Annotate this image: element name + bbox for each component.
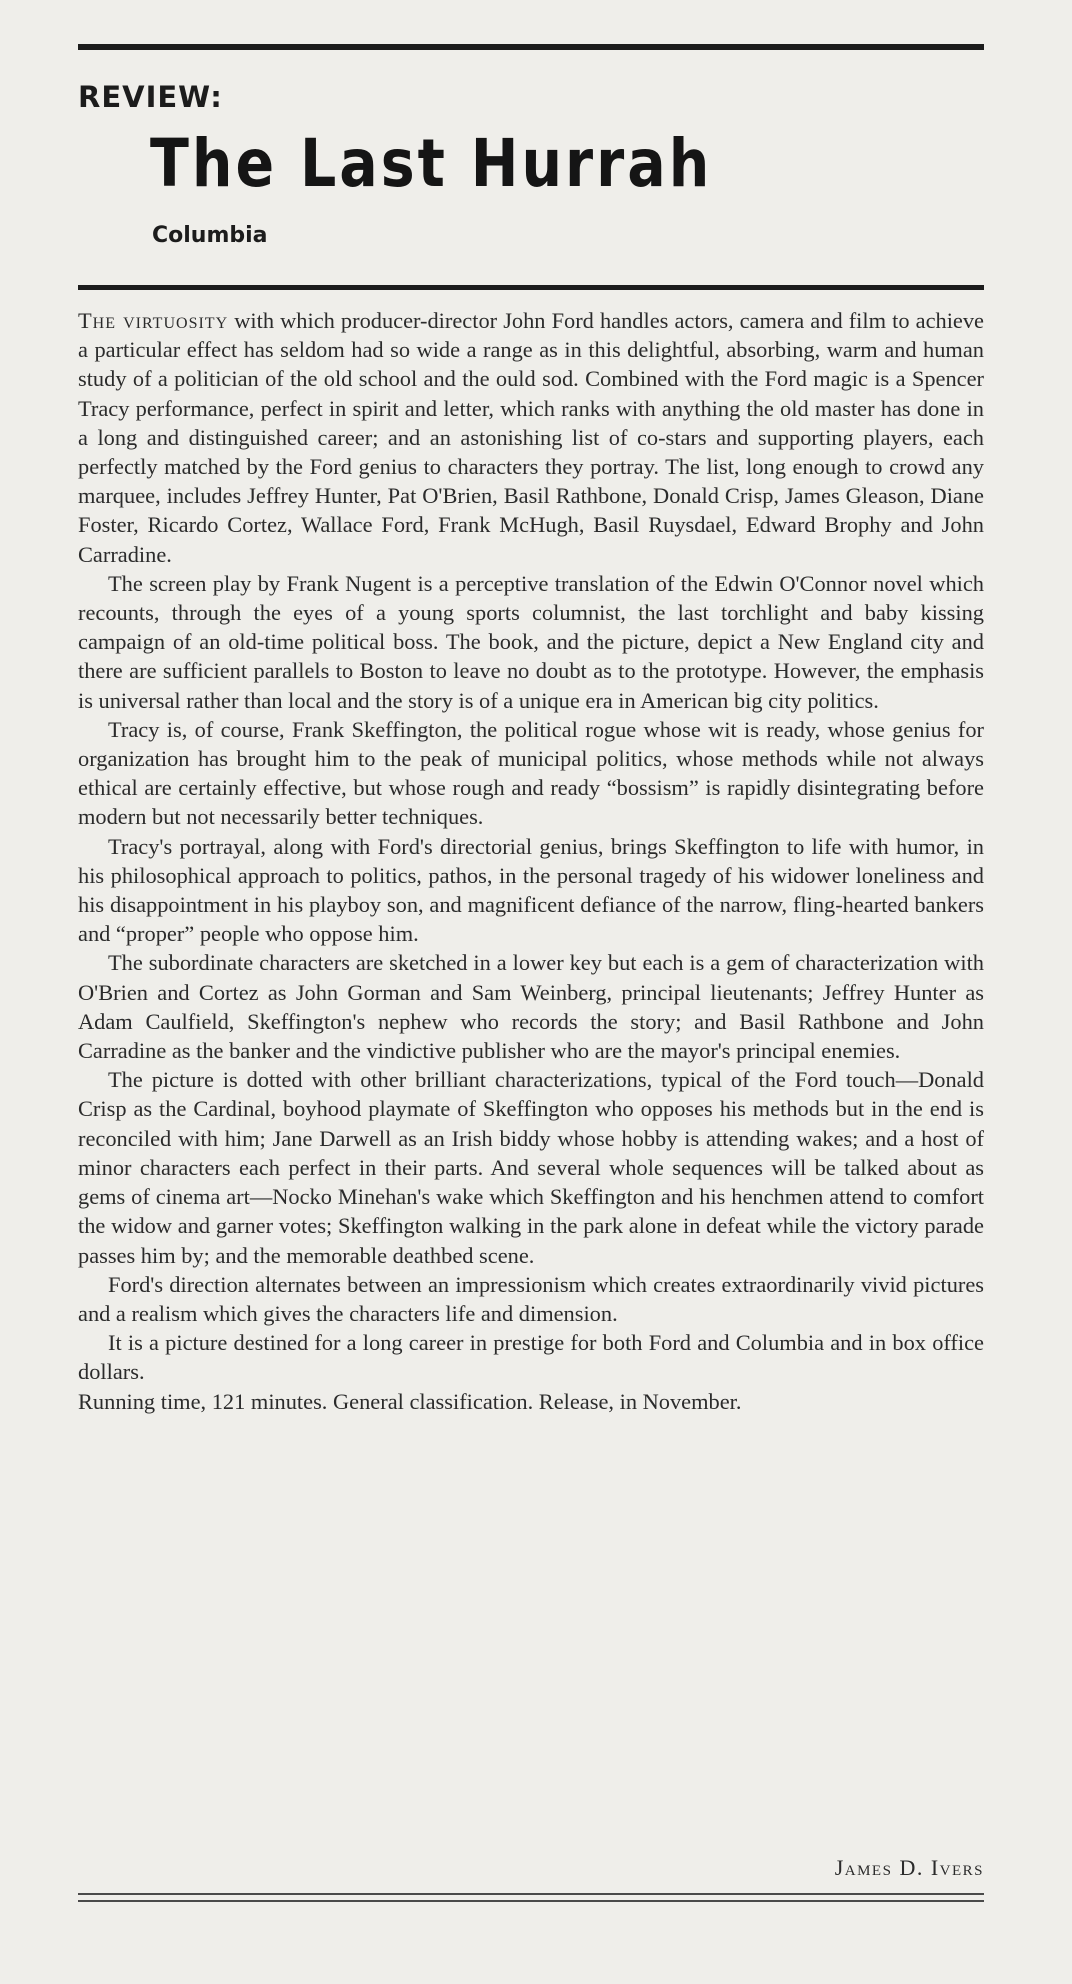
- bottom-rule-1: [78, 1893, 984, 1895]
- review-page: [78, 0, 984, 1984]
- lead-in: The virtuosity: [78, 308, 229, 333]
- review-label: REVIEW:: [78, 80, 223, 114]
- paragraph-4: Tracy's portrayal, along with Ford's directorial genius, brings Skeffington to life with humor, in his philosophical approach to politics, pathos, in the personal tragedy of his widower loneliness and his disappointment in his playboy son, and magnificent defiance of the narrow, fling-hearted bankers and “proper” people who oppose him.: [78, 833, 984, 947]
- header-rule: [78, 285, 984, 290]
- running-time: Running time, 121 minutes. General classification. Release, in November.: [78, 1388, 742, 1414]
- studio-name: Columbia: [152, 223, 268, 248]
- byline: James D. Ivers: [834, 1855, 984, 1880]
- bottom-rule-2: [78, 1900, 984, 1902]
- film-title: The Last Hurrah: [150, 126, 713, 202]
- paragraph-8: It is a picture destined for a long career in prestige for both Ford and Columbia and in box office dollars.: [78, 1330, 984, 1385]
- review-body: [78, 306, 984, 1416]
- paragraph-5: The subordinate characters are sketched in a lower key but each is a gem of characterization with O'Brien and Cortez as John Gorman and Sam Weinberg, principal lieutenants; Jeffrey Hunter as Adam Caulfield, Skeffington's nephew who records the story; and Basil Rathbone and John Carradine as the banker and the vindictive publisher who are the mayor's principal enemies.: [78, 950, 984, 1064]
- paragraph-1: [78, 306, 984, 569]
- top-rule: [78, 44, 984, 50]
- paragraph-2: The screen play by Frank Nugent is a perceptive translation of the Edwin O'Connor novel which recounts, through the eyes of a young sports columnist, the last torchlight and baby kissing campaign of an old-time political boss. The book, and the picture, depict a New England city and there are sufficient parallels to Boston to leave no doubt as to the prototype. However, the emphasis is universal rather than local and the story is of a unique era in American big city politics.: [78, 570, 984, 713]
- paragraph-6: The picture is dotted with other brilliant characterizations, typical of the Ford touch—Donald Crisp as the Cardinal, boyhood playmate of Skeffington who opposes his methods but in the end is reconciled with him; Jane Darwell as an Irish biddy whose hobby is attending wakes; and a host of minor characters each perfect in their parts. And several whole sequences will be talked about as gems of cinema art—Nocko Minehan's wake which Skeffington and his henchmen attend to comfort the widow and garner votes; Skeffington walking in the park alone in defeat while the victory parade passes him by; and the memorable deathbed scene.: [78, 1067, 984, 1268]
- paragraph-7: Ford's direction alternates between an impressionism which creates extraordinarily vivid pictures and a realism which gives the characters life and dimension.: [78, 1271, 984, 1326]
- paragraph-3: Tracy is, of course, Frank Skeffington, the political rogue whose wit is ready, whose genius for organization has brought him to the peak of municipal politics, whose methods while not always ethical are certainly effective, but whose rough and ready “bossism” is rapidly disintegrating before modern but not necessarily better techniques.: [78, 716, 984, 830]
- paragraph-text: with which producer-director John Ford handles actors, camera and film to achieve a particular effect has seldom had so wide a range as in this delightful, absorbing, warm and human study of a politician of the old school and the ould sod. Combined with the Ford magic is a Spencer Tracy performance, perfect in spirit and letter, which ranks with anything the old master has done in a long and distinguished career; and an astonishing list of co-stars and supporting players, each perfectly matched by the Ford genius to characters they portray. The list, long enough to crowd any marquee, includes Jeffrey Hunter, Pat O'Brien, Basil Rathbone, Donald Crisp, James Gleason, Diane Foster, Ricardo Cortez, Wallace Ford, Frank McHugh, Basil Ruysdael, Edward Brophy and John Carradine.: [78, 308, 984, 567]
